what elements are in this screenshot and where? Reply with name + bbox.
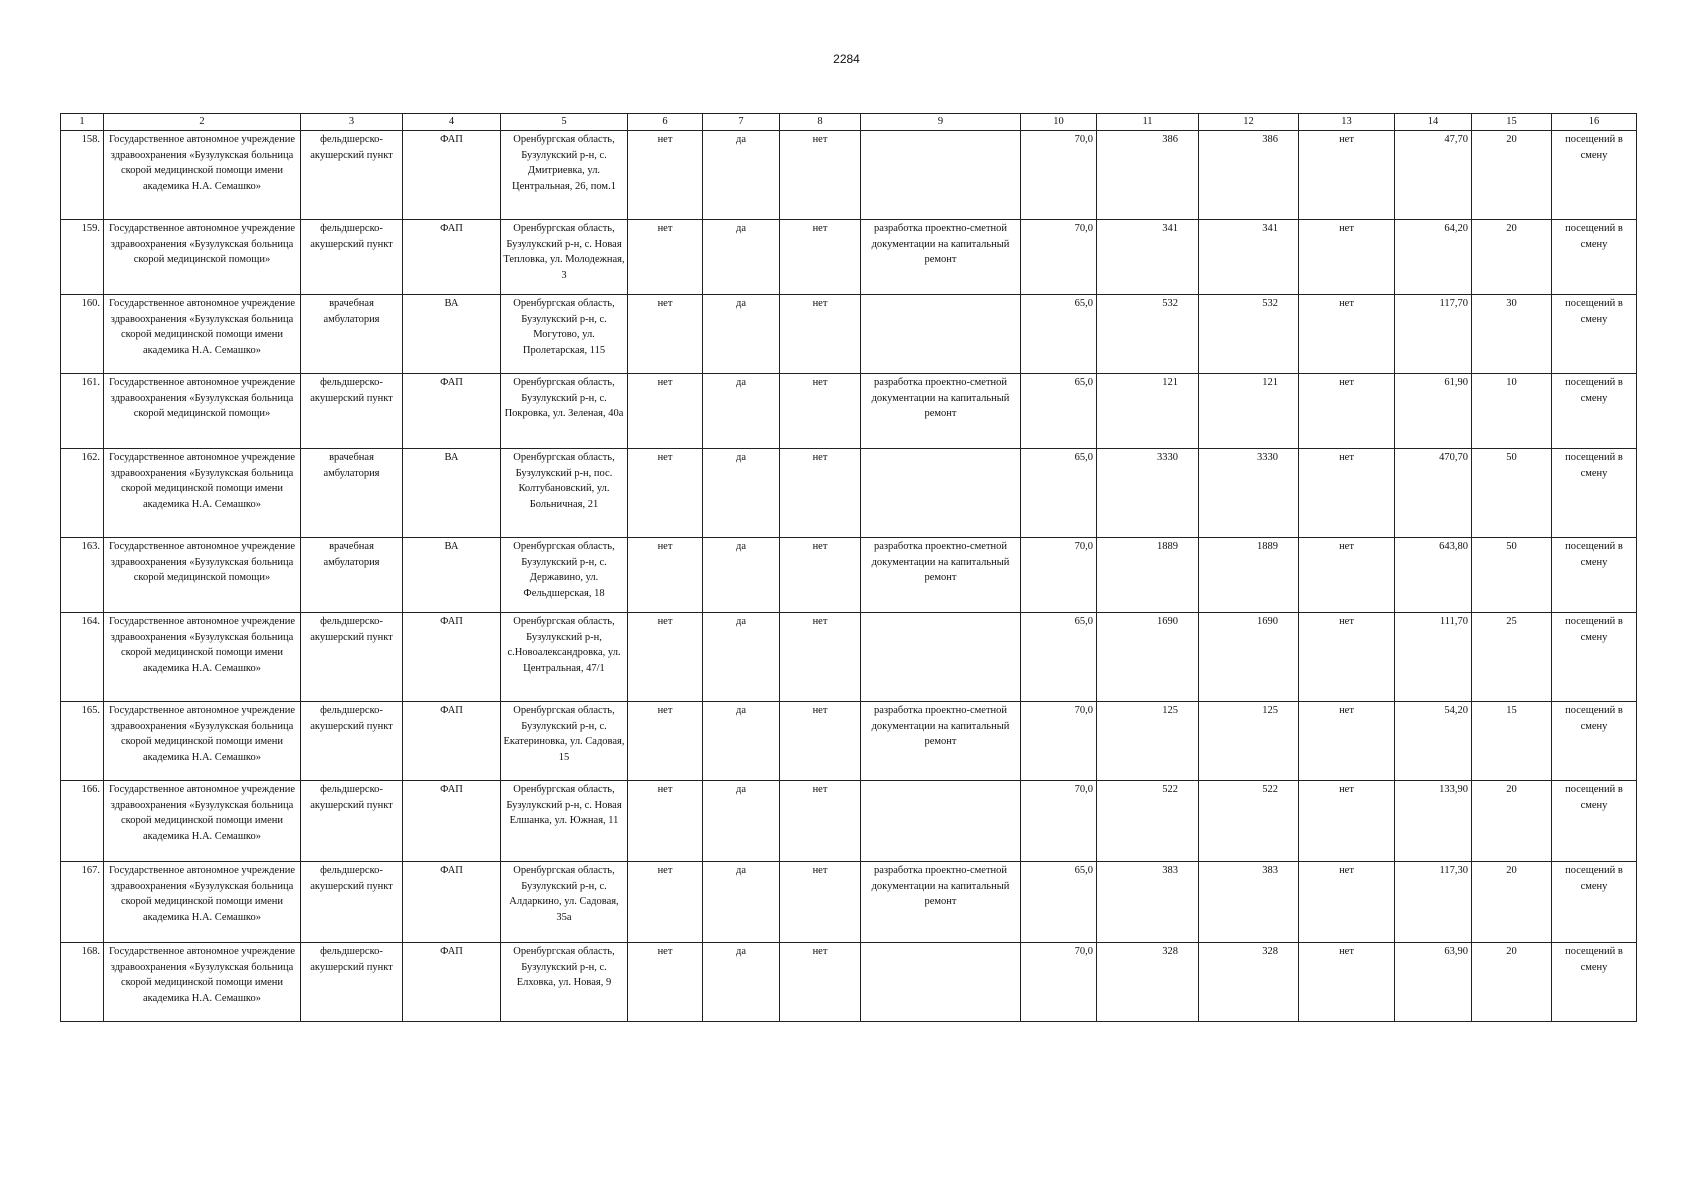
column-header: 14 [1395,114,1472,131]
cell-col7: да [703,220,780,295]
cell-col11: 1889 [1097,538,1199,613]
cell-col16: посещений в смену [1552,538,1637,613]
row-number: 164. [61,613,104,702]
row-number: 161. [61,374,104,449]
cell-col11: 522 [1097,781,1199,862]
cell-col15: 20 [1472,943,1552,1022]
cell-col6: нет [628,943,703,1022]
cell-col9: разработка проектно-сметной документации на капитальный ремонт [861,702,1021,781]
cell-col9: разработка проектно-сметной документации на капитальный ремонт [861,220,1021,295]
facility-type: фельдшерско-акушерский пункт [301,862,403,943]
organization-name: Государственное автономное учреждение здравоохранения «Бузулукская больница скорой медицинской помощи имени академика Н.А. Семашко» [104,295,301,374]
cell-col15: 30 [1472,295,1552,374]
cell-col6: нет [628,220,703,295]
cell-col14: 133,90 [1395,781,1472,862]
facility-abbr: ФАП [403,862,501,943]
cell-col9 [861,613,1021,702]
cell-col8: нет [780,131,861,220]
cell-col10: 70,0 [1021,781,1097,862]
facility-type: фельдшерско-акушерский пункт [301,131,403,220]
cell-col8: нет [780,862,861,943]
cell-col13: нет [1299,220,1395,295]
cell-col11: 3330 [1097,449,1199,538]
row-number: 168. [61,943,104,1022]
cell-col10: 70,0 [1021,538,1097,613]
organization-name: Государственное автономное учреждение здравоохранения «Бузулукская больница скорой медицинской помощи имени академика Н.А. Семашко» [104,781,301,862]
cell-col8: нет [780,943,861,1022]
cell-col6: нет [628,131,703,220]
cell-col12: 3330 [1199,449,1299,538]
cell-col8: нет [780,613,861,702]
cell-col15: 20 [1472,862,1552,943]
cell-col15: 20 [1472,131,1552,220]
table-row [61,295,1637,374]
facility-address: Оренбургская область, Бузулукский р-н, с. Дмитриевка, ул. Центральная, 26, пом.1 [501,131,628,220]
organization-name: Государственное автономное учреждение здравоохранения «Бузулукская больница скорой медицинской помощи имени академика Н.А. Семашко» [104,613,301,702]
facility-abbr: ВА [403,295,501,374]
cell-col10: 70,0 [1021,131,1097,220]
cell-col12: 1690 [1199,613,1299,702]
cell-col7: да [703,538,780,613]
column-header: 15 [1472,114,1552,131]
table-row [61,943,1637,1022]
facility-address: Оренбургская область, Бузулукский р-н, с. Покровка, ул. Зеленая, 40а [501,374,628,449]
cell-col12: 383 [1199,862,1299,943]
cell-col16: посещений в смену [1552,131,1637,220]
facility-type: врачебная амбулатория [301,295,403,374]
facility-type: фельдшерско-акушерский пункт [301,781,403,862]
cell-col15: 20 [1472,220,1552,295]
facility-address: Оренбургская область, Бузулукский р-н, с. Елховка, ул. Новая, 9 [501,943,628,1022]
cell-col12: 328 [1199,943,1299,1022]
cell-col11: 125 [1097,702,1199,781]
cell-col10: 65,0 [1021,862,1097,943]
cell-col10: 65,0 [1021,613,1097,702]
cell-col14: 117,70 [1395,295,1472,374]
cell-col11: 328 [1097,943,1199,1022]
cell-col8: нет [780,449,861,538]
cell-col14: 47,70 [1395,131,1472,220]
facility-type: врачебная амбулатория [301,538,403,613]
facility-address: Оренбургская область, Бузулукский р-н, с. Екатериновка, ул. Садовая, 15 [501,702,628,781]
facility-address: Оренбургская область, Бузулукский р-н, с.Новоалександровка, ул. Центральная, 47/1 [501,613,628,702]
organization-name: Государственное автономное учреждение здравоохранения «Бузулукская больница скорой медицинской помощи» [104,220,301,295]
organization-name: Государственное автономное учреждение здравоохранения «Бузулукская больница скорой медицинской помощи» [104,374,301,449]
facility-abbr: ВА [403,538,501,613]
cell-col14: 117,30 [1395,862,1472,943]
organization-name: Государственное автономное учреждение здравоохранения «Бузулукская больница скорой медицинской помощи имени академика Н.А. Семашко» [104,131,301,220]
cell-col6: нет [628,374,703,449]
cell-col13: нет [1299,943,1395,1022]
cell-col12: 341 [1199,220,1299,295]
cell-col13: нет [1299,449,1395,538]
facility-abbr: ФАП [403,613,501,702]
column-header: 3 [301,114,403,131]
cell-col14: 111,70 [1395,613,1472,702]
cell-col9: разработка проектно-сметной документации на капитальный ремонт [861,862,1021,943]
cell-col15: 15 [1472,702,1552,781]
cell-col16: посещений в смену [1552,702,1637,781]
cell-col9 [861,781,1021,862]
cell-col11: 383 [1097,862,1199,943]
facility-type: фельдшерско-акушерский пункт [301,220,403,295]
organization-name: Государственное автономное учреждение здравоохранения «Бузулукская больница скорой медицинской помощи имени академика Н.А. Семашко» [104,943,301,1022]
cell-col6: нет [628,295,703,374]
cell-col11: 121 [1097,374,1199,449]
organization-name: Государственное автономное учреждение здравоохранения «Бузулукская больница скорой медицинской помощи имени академика Н.А. Семашко» [104,702,301,781]
cell-col10: 65,0 [1021,295,1097,374]
cell-col13: нет [1299,538,1395,613]
cell-col7: да [703,781,780,862]
cell-col11: 341 [1097,220,1199,295]
row-number: 158. [61,131,104,220]
column-header: 6 [628,114,703,131]
cell-col11: 532 [1097,295,1199,374]
facility-type: фельдшерско-акушерский пункт [301,613,403,702]
table-row [61,220,1637,295]
facility-abbr: ФАП [403,374,501,449]
cell-col12: 532 [1199,295,1299,374]
table-row [61,538,1637,613]
cell-col7: да [703,862,780,943]
cell-col13: нет [1299,613,1395,702]
facility-abbr: ВА [403,449,501,538]
column-header: 2 [104,114,301,131]
cell-col7: да [703,943,780,1022]
table-row [61,862,1637,943]
row-number: 163. [61,538,104,613]
facility-address: Оренбургская область, Бузулукский р-н, пос. Колтубановский, ул. Больничная, 21 [501,449,628,538]
table-row [61,449,1637,538]
facility-abbr: ФАП [403,781,501,862]
cell-col6: нет [628,862,703,943]
row-number: 160. [61,295,104,374]
row-number: 162. [61,449,104,538]
cell-col9: разработка проектно-сметной документации на капитальный ремонт [861,374,1021,449]
column-header: 12 [1199,114,1299,131]
cell-col10: 65,0 [1021,449,1097,538]
facility-address: Оренбургская область, Бузулукский р-н, с. Новая Тепловка, ул. Молодежная, 3 [501,220,628,295]
facility-abbr: ФАП [403,702,501,781]
cell-col8: нет [780,295,861,374]
facility-address: Оренбургская область, Бузулукский р-н, с. Алдаркино, ул. Садовая, 35а [501,862,628,943]
cell-col10: 65,0 [1021,374,1097,449]
cell-col11: 386 [1097,131,1199,220]
cell-col7: да [703,295,780,374]
cell-col15: 50 [1472,449,1552,538]
facility-address: Оренбургская область, Бузулукский р-н, с. Державино, ул. Фельдшерская, 18 [501,538,628,613]
cell-col12: 522 [1199,781,1299,862]
cell-col8: нет [780,781,861,862]
column-header: 10 [1021,114,1097,131]
cell-col13: нет [1299,295,1395,374]
cell-col14: 63,90 [1395,943,1472,1022]
organization-name: Государственное автономное учреждение здравоохранения «Бузулукская больница скорой медицинской помощи» [104,538,301,613]
facility-address: Оренбургская область, Бузулукский р-н, с. Новая Елшанка, ул. Южная, 11 [501,781,628,862]
cell-col10: 70,0 [1021,220,1097,295]
cell-col16: посещений в смену [1552,449,1637,538]
cell-col8: нет [780,374,861,449]
cell-col12: 1889 [1199,538,1299,613]
cell-col8: нет [780,702,861,781]
cell-col16: посещений в смену [1552,295,1637,374]
cell-col10: 70,0 [1021,702,1097,781]
cell-col13: нет [1299,131,1395,220]
organization-name: Государственное автономное учреждение здравоохранения «Бузулукская больница скорой медицинской помощи имени академика Н.А. Семашко» [104,862,301,943]
row-number: 167. [61,862,104,943]
cell-col7: да [703,374,780,449]
cell-col14: 470,70 [1395,449,1472,538]
cell-col8: нет [780,220,861,295]
cell-col16: посещений в смену [1552,781,1637,862]
cell-col12: 125 [1199,702,1299,781]
table-row [61,781,1637,862]
cell-col12: 386 [1199,131,1299,220]
column-header: 8 [780,114,861,131]
cell-col15: 50 [1472,538,1552,613]
cell-col13: нет [1299,781,1395,862]
cell-col9 [861,131,1021,220]
facility-address: Оренбургская область, Бузулукский р-н, с. Могутово, ул. Пролетарская, 115 [501,295,628,374]
facility-type: фельдшерско-акушерский пункт [301,374,403,449]
facility-abbr: ФАП [403,943,501,1022]
cell-col15: 20 [1472,781,1552,862]
cell-col14: 643,80 [1395,538,1472,613]
organization-name: Государственное автономное учреждение здравоохранения «Бузулукская больница скорой медицинской помощи имени академика Н.А. Семашко» [104,449,301,538]
cell-col6: нет [628,613,703,702]
cell-col9 [861,449,1021,538]
row-number: 159. [61,220,104,295]
cell-col16: посещений в смену [1552,374,1637,449]
cell-col14: 64,20 [1395,220,1472,295]
cell-col6: нет [628,702,703,781]
column-header: 11 [1097,114,1199,131]
facility-type: фельдшерско-акушерский пункт [301,943,403,1022]
column-header: 5 [501,114,628,131]
column-number-row [61,114,1637,131]
column-header: 16 [1552,114,1637,131]
facility-type: фельдшерско-акушерский пункт [301,702,403,781]
cell-col8: нет [780,538,861,613]
column-header: 9 [861,114,1021,131]
row-number: 166. [61,781,104,862]
cell-col16: посещений в смену [1552,220,1637,295]
cell-col16: посещений в смену [1552,613,1637,702]
cell-col11: 1690 [1097,613,1199,702]
cell-col14: 54,20 [1395,702,1472,781]
cell-col7: да [703,702,780,781]
cell-col14: 61,90 [1395,374,1472,449]
cell-col9 [861,295,1021,374]
cell-col13: нет [1299,702,1395,781]
facility-abbr: ФАП [403,220,501,295]
facility-abbr: ФАП [403,131,501,220]
cell-col9 [861,943,1021,1022]
cell-col9: разработка проектно-сметной документации на капитальный ремонт [861,538,1021,613]
cell-col16: посещений в смену [1552,943,1637,1022]
cell-col7: да [703,613,780,702]
row-number: 165. [61,702,104,781]
column-header: 7 [703,114,780,131]
cell-col6: нет [628,781,703,862]
cell-col7: да [703,131,780,220]
cell-col13: нет [1299,862,1395,943]
table-row [61,131,1637,220]
cell-col10: 70,0 [1021,943,1097,1022]
table-row [61,613,1637,702]
cell-col6: нет [628,449,703,538]
column-header: 1 [61,114,104,131]
table-row [61,374,1637,449]
column-header: 4 [403,114,501,131]
column-header: 13 [1299,114,1395,131]
cell-col16: посещений в смену [1552,862,1637,943]
facilities-table [60,113,1637,1022]
facility-type: врачебная амбулатория [301,449,403,538]
cell-col7: да [703,449,780,538]
cell-col15: 25 [1472,613,1552,702]
page-number: 2284 [833,52,860,66]
cell-col15: 10 [1472,374,1552,449]
table-row [61,702,1637,781]
cell-col12: 121 [1199,374,1299,449]
cell-col6: нет [628,538,703,613]
cell-col13: нет [1299,374,1395,449]
